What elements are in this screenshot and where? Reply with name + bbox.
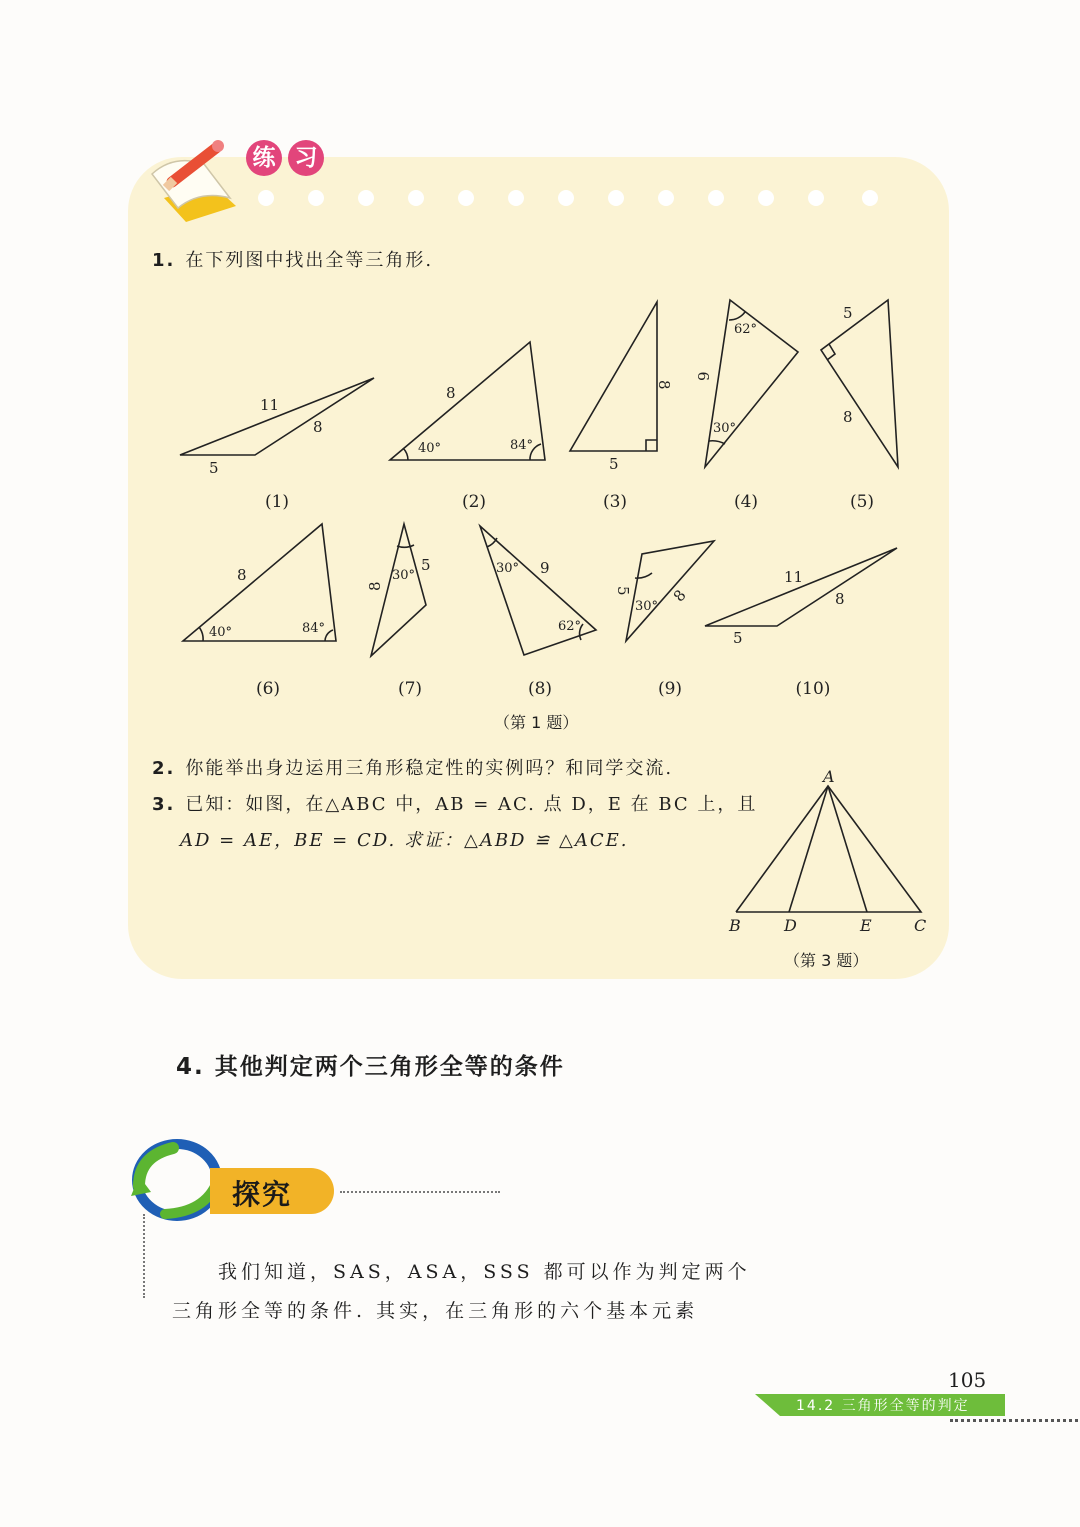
figure-caption: （第 1 题） <box>494 713 579 732</box>
question-number: 1. <box>152 250 176 271</box>
angle-arc <box>397 545 414 547</box>
figure-label: (5) <box>849 492 875 512</box>
question-2 <box>152 754 673 780</box>
figure-label: (6) <box>255 679 281 699</box>
figure-label: (10) <box>795 679 831 699</box>
angle-label: 40° <box>209 625 233 640</box>
body-paragraph-line: 三角形全等的条件. 其实，在三角形的六个基本元素 <box>172 1300 699 1322</box>
section-heading: 4. 其他判定两个三角形全等的条件 <box>176 1054 565 1080</box>
side-label: 5 <box>614 586 632 596</box>
question-number: 2. <box>152 758 176 779</box>
triangle-10 <box>705 548 897 626</box>
segment-ae <box>828 786 867 912</box>
angle-label: 30° <box>496 561 520 576</box>
dot-decoration <box>258 190 898 206</box>
triangle-abc <box>736 786 921 912</box>
question-3-line-2: AD = AE，BE = CD. 求证：△ABD ≌ △ACE. <box>180 830 629 851</box>
side-label: 8 <box>669 586 690 606</box>
practice-title-char: 习 <box>288 140 324 176</box>
point-label: C <box>914 916 927 935</box>
dotted-divider <box>143 1214 145 1298</box>
angle-label: 84° <box>510 438 534 453</box>
angle-arc <box>199 627 203 641</box>
explore-label: 探究 <box>232 1178 293 1211</box>
figure-label: (1) <box>264 492 290 512</box>
figure-label: (4) <box>733 492 759 512</box>
question-text: 你能举出身边运用三角形稳定性的实例吗？和同学交流. <box>185 758 674 779</box>
right-angle-mark <box>646 440 657 451</box>
angle-label: 30° <box>713 421 737 436</box>
side-label: 8 <box>835 590 845 608</box>
figure-label: (9) <box>657 679 683 699</box>
angle-label: 40° <box>418 441 442 456</box>
question-text: 在下列图中找出全等三角形. <box>185 250 434 271</box>
side-label: 5 <box>609 455 619 473</box>
side-label: 9 <box>695 371 713 381</box>
triangle-8 <box>480 526 596 655</box>
right-angle-mark <box>827 344 835 360</box>
angle-label: 84° <box>302 621 326 636</box>
side-label: 8 <box>843 408 853 426</box>
triangle-1 <box>180 378 374 455</box>
triangle-figures <box>128 280 928 700</box>
point-label: D <box>784 916 797 935</box>
angle-arc <box>325 630 333 641</box>
chapter-label: 14.2 三角形全等的判定 <box>796 1398 970 1414</box>
side-label: 8 <box>237 566 247 584</box>
footer-dotted-line <box>950 1419 1078 1422</box>
practice-title <box>246 140 324 176</box>
question-number: 3. <box>152 794 176 815</box>
side-label: 8 <box>366 581 384 591</box>
angle-arc <box>709 441 725 444</box>
angle-label: 62° <box>558 619 582 634</box>
practice-title-char: 练 <box>246 140 282 176</box>
dotted-divider <box>340 1191 500 1193</box>
angle-arc <box>487 538 497 547</box>
figure-label: (8) <box>527 679 553 699</box>
triangle-3 <box>570 302 657 451</box>
side-label: 5 <box>209 459 219 477</box>
question-text: 已知：如图，在△ABC 中，AB = AC. 点 D，E 在 BC 上，且 <box>185 794 758 815</box>
side-label: 5 <box>843 304 853 322</box>
angle-arc <box>403 448 408 460</box>
figure-label: (2) <box>461 492 487 512</box>
side-label: 9 <box>540 559 550 577</box>
body-paragraph-line: 我们知道，SAS，ASA，SSS 都可以作为判定两个 <box>218 1261 751 1283</box>
side-label: 5 <box>733 629 743 647</box>
angle-label: 30° <box>392 568 416 583</box>
segment-ad <box>789 786 828 912</box>
triangle-9 <box>626 541 714 641</box>
pencil-paper-icon <box>144 136 254 226</box>
isosceles-triangle-figure <box>720 768 940 938</box>
point-label: A <box>823 768 835 786</box>
triangle-5 <box>821 300 898 467</box>
figure-caption: （第 3 题） <box>784 951 869 970</box>
angle-label: 62° <box>734 322 758 337</box>
point-label: E <box>860 916 872 935</box>
page-number: 105 <box>948 1368 987 1392</box>
question-3 <box>152 790 757 816</box>
angle-label: 30° <box>635 599 659 614</box>
side-label: 11 <box>260 396 280 414</box>
side-label: 8 <box>313 418 323 436</box>
side-label: 5 <box>421 556 431 574</box>
question-1 <box>152 246 433 272</box>
figure-label: (7) <box>397 679 423 699</box>
side-label: 8 <box>446 384 456 402</box>
figure-label: (3) <box>602 492 628 512</box>
side-label: 11 <box>784 568 804 586</box>
side-label: 8 <box>655 380 673 390</box>
point-label: B <box>729 916 741 935</box>
angle-arc <box>729 312 745 320</box>
